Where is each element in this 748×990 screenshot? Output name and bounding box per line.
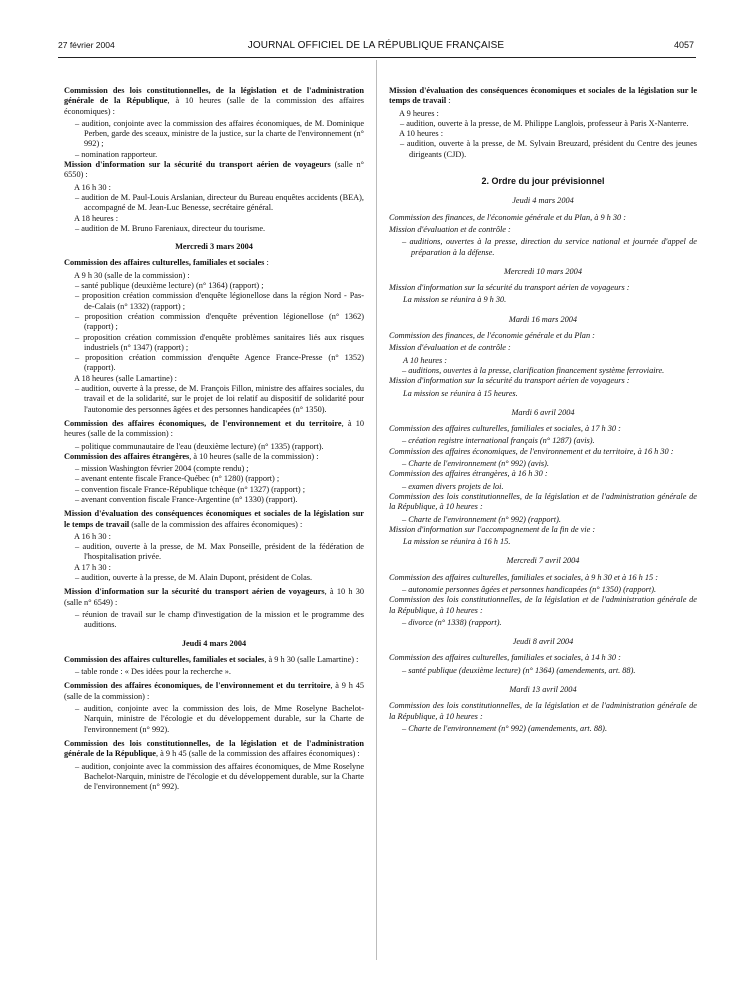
agenda-entry: Commission des affaires culturelles, familiales et sociales, à 9 h 30 et à 16 h 15 :: [389, 572, 659, 582]
agenda-entry: Mission d'information sur la sécurité du transport aérien de voyageurs :: [389, 376, 630, 386]
list-item: – examen divers projets de loi.: [402, 481, 504, 491]
day-heading: Jeudi 4 mars 2004: [181, 638, 247, 648]
agenda-entry: Mission d'évaluation et de contrôle :: [389, 343, 511, 353]
entry-mission-transport-1: Mission d'information sur la sécurité du transport aérien de voyageurs (salle n° 6550) :: [64, 160, 364, 180]
agenda-entry: Commission des finances, de l'économie générale et du Plan :: [389, 331, 595, 341]
list-item: – Charte de l'environnement (n° 992) (avis).: [402, 459, 549, 469]
page-header: [58, 40, 694, 54]
time-line: A 9 heures :: [399, 108, 439, 118]
list-item: – audition, conjointe avec la commission des lois, de Mme Roselyne Bachelot-Narquin, ministre de l'écologie et du développement durable, sur la Charte de l'environnement (n° 992).: [75, 704, 364, 734]
list-item: – auditions, ouvertes à la presse, clarification financement système ferroviaire.: [402, 365, 665, 375]
list-item: – audition, conjointe avec la commission des affaires économiques, de Mme Roselyne Bachelot-Narquin, ministre de l'écologie et du développement durable, sur la Charte de l'environnement (n° 992).: [75, 761, 364, 792]
list-item: – Charte de l'environnement (n° 992) (amendements, art. 88).: [402, 723, 608, 733]
list-item: – nomination rapporteur.: [75, 149, 158, 159]
list-item: – proposition création commission d'enquête Agence France-Presse (n° 1352) (rapport).: [75, 353, 364, 373]
time-line: A 16 h 30 :: [74, 182, 111, 192]
day-heading: Mardi 16 mars 2004: [508, 314, 578, 324]
agenda-note: La mission se réunira à 9 h 30.: [403, 295, 507, 305]
day-heading: Jeudi 4 mars 2004: [512, 196, 574, 206]
page-number: 4057: [673, 40, 694, 50]
section-title: 2. Ordre du jour prévisionnel: [481, 176, 605, 187]
list-item: – proposition création commission d'enquête légionellose dans la région Nord - Pas-de-Calais (n° 1332) (rapport) ;: [75, 291, 364, 311]
list-item: – autonomie personnes âgées et personnes handicapées (n° 1350) (rapport).: [402, 584, 657, 594]
list-item: – santé publique (deuxième lecture) (n° 1364) (rapport) ;: [75, 281, 264, 291]
list-item: – audition, ouverte à la presse, de M. Sylvain Breuzard, président du Centre des jeunes dirigeants (CJD).: [400, 139, 697, 159]
list-item: – mission Washington février 2004 (compte rendu) ;: [75, 464, 249, 474]
entry-commission-culturelles-1: Commission des affaires culturelles, familiales et sociales :: [64, 258, 269, 268]
day-heading: Mercredi 7 avril 2004: [506, 556, 580, 566]
day-heading: Mardi 13 avril 2004: [509, 685, 577, 695]
agenda-entry: Commission des finances, de l'économie générale et du Plan, à 9 h 30 :: [389, 212, 627, 222]
agenda-entry: Commission des affaires culturelles, familiales et sociales, à 17 h 30 :: [389, 424, 621, 434]
agenda-note: La mission se réunira à 16 h 15.: [403, 537, 511, 547]
list-item: – audition, ouverte à la presse, de M. Max Ponseille, président de la fédération de l'hospitalisation privée.: [75, 542, 364, 562]
list-item: – audition de M. Bruno Fareniaux, directeur du tourisme.: [75, 223, 266, 233]
list-item: – avenant entente fiscale France-Québec (n° 1280) (rapport) ;: [75, 474, 280, 484]
day-heading: Mercredi 3 mars 2004: [175, 242, 253, 252]
agenda-entry: Mission d'information sur l'accompagnement de la fin de vie :: [389, 524, 596, 534]
entry-commission-economiques-1: Commission des affaires économiques, de l'environnement et du territoire, à 10 heures (salle de la commission) :: [64, 418, 364, 439]
list-item: – avenant convention fiscale France-Argentine (n° 1330) (rapport).: [75, 494, 298, 504]
agenda-entry: Commission des affaires économiques, de l'environnement et du territoire, à 16 h 30 :: [389, 446, 674, 456]
list-item: – audition, ouverte à la presse, de M. Philippe Langlois, professeur à Paris X-Nanterre.: [400, 118, 689, 128]
agenda-entry: Mission d'information sur la sécurité du transport aérien de voyageurs :: [389, 283, 630, 293]
agenda-entry: Commission des lois constitutionnelles, de la législation et de l'administration générale de la République, à 10 heures :: [389, 491, 697, 512]
agenda-entry: Mission d'évaluation et de contrôle :: [389, 224, 511, 234]
time-line: A 18 heures (salle Lamartine) :: [74, 373, 177, 383]
list-item: – auditions, ouvertes à la presse, direction du service national et journée d'appel de préparation à la défense.: [402, 237, 697, 257]
list-item: – création registre international français (n° 1287) (avis).: [402, 436, 595, 446]
day-heading: Mardi 6 avril 2004: [511, 407, 575, 417]
list-item: – santé publique (deuxième lecture) (n° 1364) (amendements, art. 88).: [402, 665, 636, 675]
time-line: A 17 h 30 :: [74, 562, 111, 572]
time-line: A 16 h 30 :: [74, 531, 111, 541]
entry-commission-lois-1: Commission des lois constitutionnelles, de la législation et de l'administration générale de la République, à 10 heures (salle de la commission des affaires économiques) :: [64, 86, 364, 116]
agenda-entry: Commission des lois constitutionnelles, de la législation et de l'administration générale de la République, à 10 heures :: [389, 701, 697, 721]
agenda-note: La mission se réunira à 15 heures.: [403, 388, 518, 398]
header-title: JOURNAL OFFICIEL DE LA RÉPUBLIQUE FRANÇAISE: [247, 40, 505, 51]
list-item: – convention fiscale France-République tchèque (n° 1327) (rapport) ;: [75, 484, 306, 494]
entry-commission-etrangeres: Commission des affaires étrangères, à 10 heures (salle de la commission) :: [64, 451, 319, 461]
list-item: – réunion de travail sur le champ d'investigation de la mission et le programme des auditions.: [75, 609, 364, 630]
list-item: – divorce (n° 1338) (rapport).: [402, 617, 502, 627]
list-item: – audition, ouverte à la presse, de M. François Fillon, ministre des affaires sociales, du travail et de la solidarité, sur le projet de loi relatif au dispositif de solidarité pour l'autonomie des personnes âgées et des personnes handicapées (n° 1350).: [75, 384, 364, 414]
right-column: [389, 86, 697, 966]
column-separator: [376, 60, 377, 960]
list-item: – proposition création commission d'enquête problèmes sanitaires liés aux risques industriels (n° 1347) (rapport) ;: [75, 332, 364, 352]
agenda-entry: Commission des affaires culturelles, familiales et sociales, à 14 h 30 :: [389, 653, 621, 663]
day-heading: Jeudi 8 avril 2004: [512, 637, 574, 647]
entry-mission-transport-2: Mission d'information sur la sécurité du transport aérien de voyageurs, à 10 h 30 (salle n° 6549) :: [64, 587, 364, 607]
entry-mission-temps-travail-2: Mission d'évaluation des conséquences économiques et sociales de la législation sur le temps de travail :: [389, 86, 697, 106]
list-item: – table ronde : « Des idées pour la recherche ».: [75, 667, 231, 677]
header-date: 27 février 2004: [58, 40, 115, 50]
agenda-entry: Commission des lois constitutionnelles, de la législation et de l'administration générale de la République, à 10 heures :: [389, 595, 697, 615]
entry-commission-culturelles-2: Commission des affaires culturelles, familiales et sociales, à 9 h 30 (salle Lamartine) :: [64, 654, 359, 664]
list-item: – Charte de l'environnement (n° 992) (rapport).: [402, 514, 561, 524]
list-item: – audition, conjointe avec la commission des affaires économiques, de M. Dominique Perben, garde des sceaux, ministre de la justice, sur la charte de l'environnement (n° 992) ;: [75, 118, 364, 149]
list-item: – politique communautaire de l'eau (deuxième lecture) (n° 1335) (rapport).: [75, 441, 324, 451]
entry-commission-economiques-2: Commission des affaires économiques, de l'environnement et du territoire, à 9 h 45 (salle de la commission) :: [64, 681, 364, 701]
day-heading: Mercredi 10 mars 2004: [504, 266, 582, 276]
list-item: – audition, ouverte à la presse, de M. Alain Dupont, président de Colas.: [75, 573, 313, 583]
entry-commission-lois-2: Commission des lois constitutionnelles, de la législation et de l'administration générale de la République, à 9 h 45 (salle de la commission des affaires économiques) :: [64, 738, 364, 759]
list-item: – proposition création commission d'enquête prévention légionellose (n° 1362) (rapport) ;: [75, 311, 364, 332]
time-line: A 9 h 30 (salle de la commission) :: [74, 270, 190, 280]
time-line: A 10 heures :: [403, 355, 448, 365]
time-line: A 18 heures :: [74, 213, 119, 223]
list-item: – audition de M. Paul-Louis Arslanian, directeur du Bureau enquêtes accidents (BEA), accompagné de M. Jean-Luc Benesse, secrétaire général.: [75, 192, 364, 213]
agenda-entry: Commission des affaires étrangères, à 16 h 30 :: [389, 469, 548, 479]
time-line: A 10 heures :: [399, 129, 444, 139]
header-rule: [58, 57, 696, 58]
entry-mission-temps-travail-1: Mission d'évaluation des conséquences économiques et sociales de la législation sur le temps de travail (salle de la commission des affaires économiques) :: [64, 509, 364, 529]
left-column: [64, 86, 364, 966]
